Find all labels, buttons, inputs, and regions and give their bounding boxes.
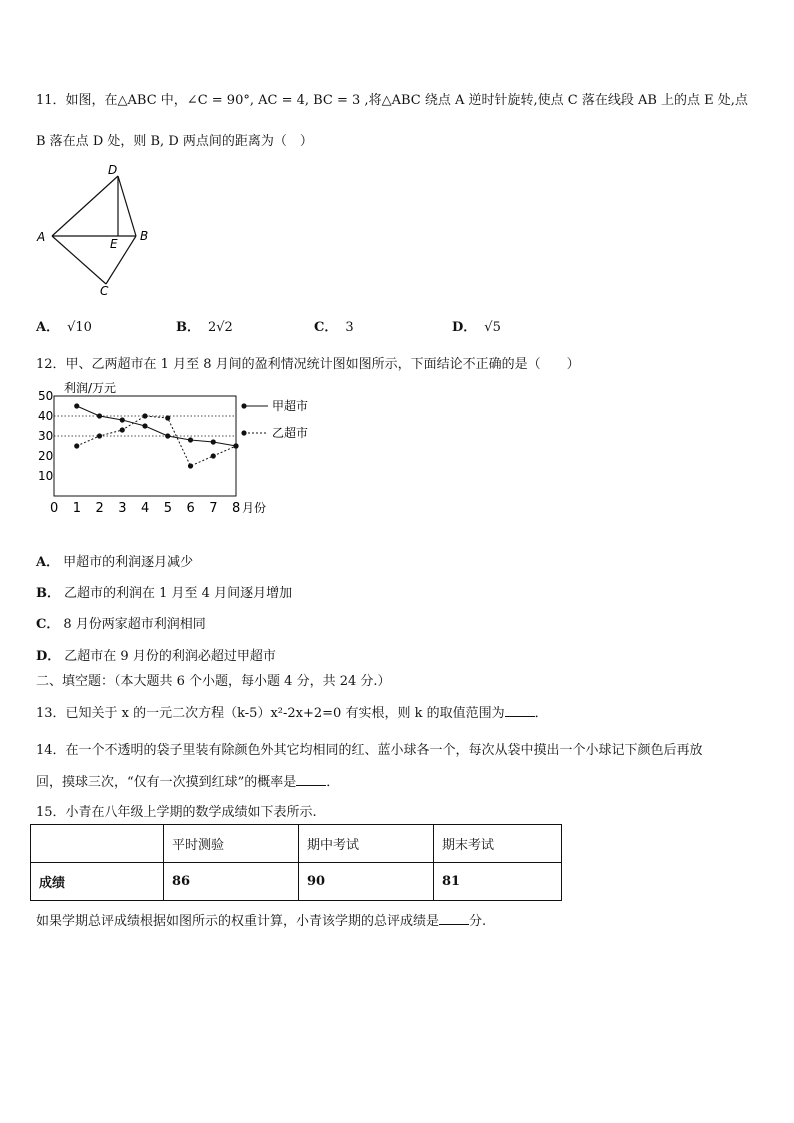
q12-profit-chart — [30, 378, 340, 538]
data-point — [120, 417, 125, 422]
data-point — [74, 403, 79, 408]
table-header-row — [31, 825, 562, 863]
x-tick-label: 6 — [186, 501, 195, 516]
table-header-cell: 期末考试 — [434, 825, 562, 863]
x-tick-label: 4 — [141, 501, 150, 516]
data-point — [211, 453, 216, 458]
plot-frame — [54, 396, 236, 496]
q15-question: 如果学期总评成绩根据如图所示的权重计算，小青该学期的总评成绩是 分. — [36, 914, 487, 929]
table-cell: 86 — [164, 863, 299, 901]
q15-stem: 15．小青在八年级上学期的数学成绩如下表所示. — [36, 805, 317, 820]
x-tick-label: 1 — [72, 501, 82, 516]
y-tick-label: 50 — [38, 389, 54, 403]
data-point — [188, 463, 193, 468]
table-header-cell — [31, 825, 164, 863]
q13-stem: 13．已知关于 x 的一元二次方程（k-5）x²-2x+2=0 有实根，则 k 的取值范围为 ． — [36, 706, 548, 721]
table-header-cell: 期中考试 — [299, 825, 434, 863]
q11-options — [36, 316, 736, 336]
q11-label-b: B — [140, 229, 149, 243]
q11-stem-line2: B 落在点 D 处，则 B, D 两点间的距离为（ ） — [36, 134, 313, 149]
x-tick-label: 5 — [163, 501, 173, 516]
x-tick-label: 0 — [50, 501, 59, 516]
q11-option-d[interactable]: D． √5 — [452, 320, 501, 335]
q14-stem-line2: 回，摸球三次，“仅有一次摸到红球”的概率是 ． — [36, 775, 340, 790]
q12-choice-b[interactable]: B． 乙超市的利润在 1 月至 4 月间逐月增加 — [36, 586, 293, 601]
y-tick-label: 20 — [38, 449, 54, 463]
q13-answer-blank[interactable] — [505, 704, 535, 717]
q11-label-c: C — [100, 284, 109, 298]
table-row — [31, 863, 562, 901]
q15-answer-blank[interactable] — [439, 912, 469, 925]
x-axis-label: 月份 — [242, 501, 267, 515]
section2-heading: 二、填空题：（本大题共 6 个小题，每小题 4 分，共 24 分.） — [36, 674, 391, 689]
data-point — [142, 423, 147, 428]
data-point — [188, 437, 193, 442]
table-header-cell: 平时测验 — [164, 825, 299, 863]
legend-label: 甲超市 — [272, 399, 309, 413]
legend-label: 乙超市 — [272, 426, 309, 440]
data-point — [165, 433, 170, 438]
q15-score-table — [30, 824, 562, 901]
q14-stem-line1: 14．在一个不透明的袋子里装有除颜色外其它均相同的红、蓝小球各一个，每次从袋中摸出一个小球记下颜色后再放 — [36, 743, 703, 758]
data-point — [211, 439, 216, 444]
x-tick-label: 8 — [232, 501, 241, 516]
q11-stem-line1: 11．如图，在△ABC 中，∠C = 90°, AC = 4, BC = 3 ,将△ABC 绕点 A 逆时针旋转,使点 C 落在线段 AB 上的点 E 处,点 — [36, 93, 748, 108]
q12-choice-a[interactable]: A． 甲超市的利润逐月减少 — [36, 555, 194, 570]
q11-label-a: A — [37, 230, 46, 244]
data-point — [142, 413, 147, 418]
q11-label-e: E — [110, 237, 118, 251]
q12-stem: 12．甲、乙两超市在 1 月至 8 月间的盈利情况统计图如图所示，下面结论不正确的是（ ） — [36, 357, 580, 372]
q11-option-b[interactable]: B． 2√2 — [176, 320, 233, 335]
q11-option-c[interactable]: C． 3 — [314, 320, 354, 335]
q11-triangle-figure — [30, 160, 170, 300]
y-axis-label: 利润/万元 — [64, 381, 117, 395]
q12-choice-d[interactable]: D． 乙超市在 9 月份的利润必超过甲超市 — [36, 649, 276, 664]
q14-answer-blank[interactable] — [296, 773, 326, 786]
q11-option-a[interactable]: A． √10 — [36, 320, 92, 335]
q11-label-d: D — [108, 163, 118, 177]
data-point — [165, 415, 170, 420]
y-tick-label: 40 — [38, 409, 54, 423]
table-cell: 81 — [434, 863, 562, 901]
data-point — [120, 427, 125, 432]
x-tick-label: 2 — [95, 501, 104, 516]
data-point — [97, 433, 102, 438]
y-tick-label: 10 — [38, 469, 54, 483]
x-tick-label: 7 — [209, 501, 218, 516]
table-cell: 90 — [299, 863, 434, 901]
data-point — [97, 413, 102, 418]
q12-choice-c[interactable]: C． 8 月份两家超市利润相同 — [36, 617, 206, 632]
x-tick-label: 3 — [118, 501, 127, 516]
data-point — [74, 443, 79, 448]
y-tick-label: 30 — [38, 429, 54, 443]
data-point — [233, 443, 238, 448]
table-row-label: 成绩 — [31, 863, 164, 901]
